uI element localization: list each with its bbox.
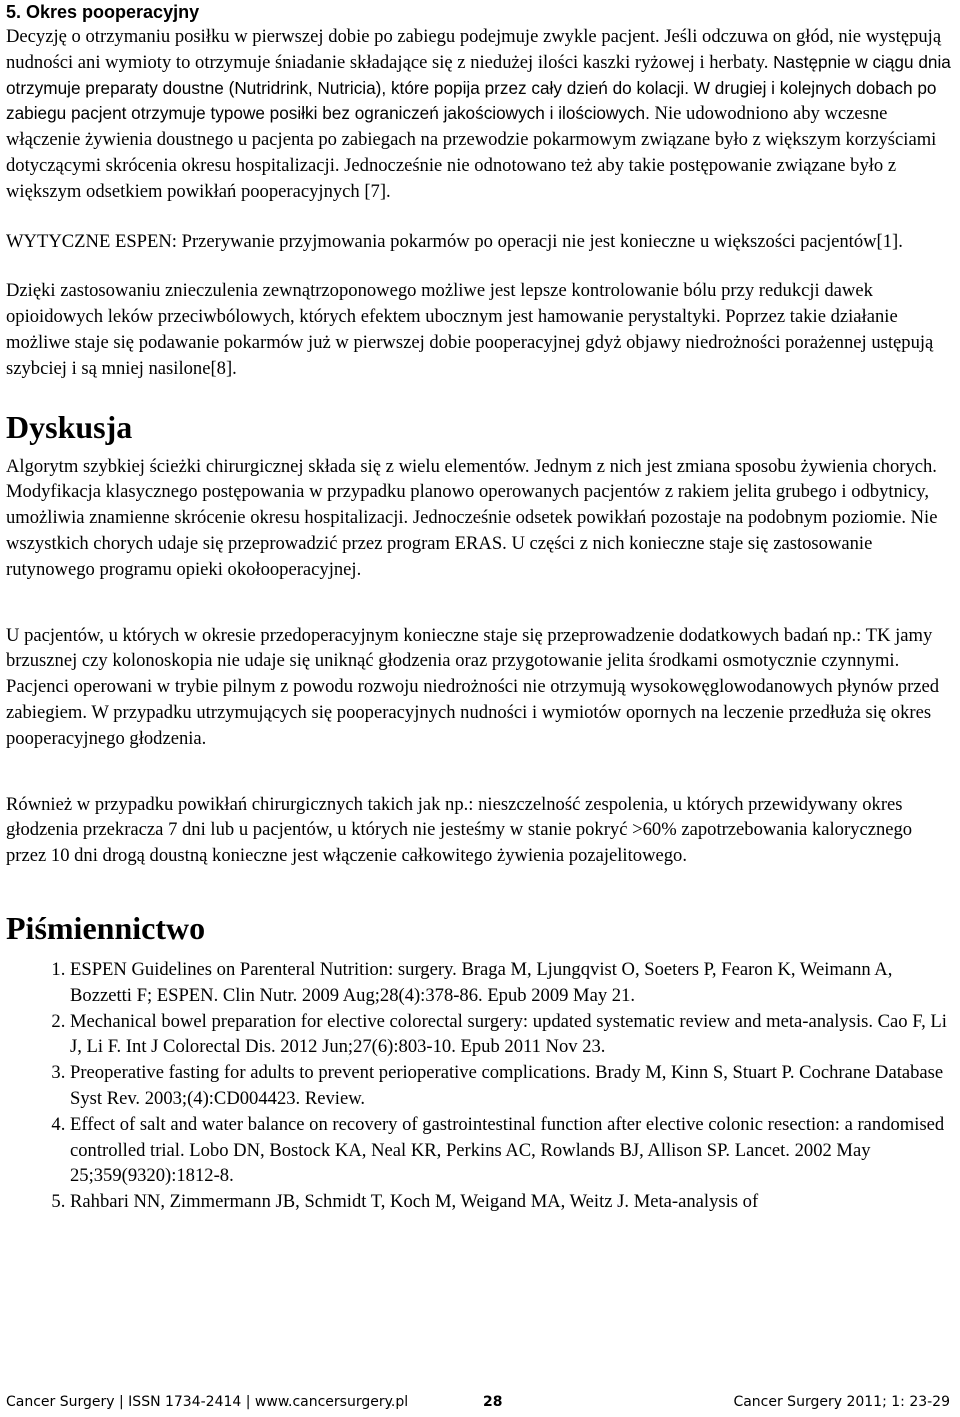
paragraph-discussion-3: Również w przypadku powikłań chirurgicznych takich jak np.: nieszczelność zespolenia, u których przewidywany okres głodzenia przekracza 7 dni lub u pacjentów, u których nie jesteśmy w stanie pokryć >60% zapotrzebowania kalorycznego przez 10 dni drogą doustną konieczne jest włączenie całkowitego żywienia pozajelitowego. <box>6 793 913 867</box>
text-run: Decyzję o otrzymaniu posiłku w pierwszej dobie po zabiegu podejmuje zwykle pacjent. Jeśli odczuwa on głód, nie występują nudności ani wymioty to otrzymuje śniadanie składające się z niedużej ilości kaszki ryżowej i herbaty. <box>6 26 942 73</box>
discussion-heading: Dyskusja <box>6 408 133 445</box>
reference-item: 1. ESPEN Guidelines on Parenteral Nutrition: surgery. Braga M, Ljungqvist O, Soeters P, Fearon K, Weimann A, Bozzetti F; ESPEN. Clin Nutr. 2009 Aug;28(4):378-86. Epub 2009 May 21. <box>70 957 954 1009</box>
document-page <box>6 0 954 1215</box>
paragraph-epidural-anesthesia: Dzięki zastosowaniu znieczulenia zewnątrzoponowego możliwe jest lepsze kontrolowanie bólu przy redukcji dawek opioidowych leków przeciwbólowych, których efektem ubocznym jest hamowanie perystaltyki. Poprzez takie działanie możliwe staje się podawanie pokarmów już w pierwszej dobie pooperacyjnej gdyż objawy niedrożności porażennej ustępują szybciej i są mniej nasilone[8]. <box>6 280 934 379</box>
section-heading-postoperative: 5. Okres pooperacyjny <box>6 2 200 22</box>
reference-item: 5. Rahbari NN, Zimmermann JB, Schmidt T, Koch M, Weigand MA, Weitz J. Meta-analysis of <box>70 1189 954 1215</box>
text-run-sans: Następnie w ciągu dnia otrzymuje preparaty doustne (Nutridrink, Nutricia), które popija przez cały dzień do kolacji. W drugiej i kolejnych dobach po zabiegu pacjent otrzymuje typowe posiłki bez ograniczeń jakościowych i ilościowych. <box>6 51 951 124</box>
reference-list <box>6 957 954 1215</box>
page-number: 28 <box>483 1394 503 1410</box>
references-heading: Piśmiennictwo <box>6 909 206 946</box>
text-run: Nie udowodniono aby wczesne włączenie żywienia doustnego u pacjenta po zabiegach na przewodzie pokarmowym związane było z większym korzyściami dotyczącymi skrócenia okresu hospitalizacji. Jednocześnie nie odnotowano też aby takie postępowanie związane było z większym odsetkiem powikłań pooperacyjnych [7]. <box>6 103 937 202</box>
reference-item: 3. Preoperative fasting for adults to prevent perioperative complications. Brady M, Kinn S, Stuart P. Cochrane Database Syst Rev. 2003;(4):CD004423. Review. <box>70 1060 954 1112</box>
paragraph-discussion-1: Algorytm szybkiej ścieżki chirurgicznej składa się z wielu elementów. Jednym z nich jest zmiana sposobu żywienia chorych. Modyfikacja klasycznego postępowania w przypadku planowo operowanych pacjentów z rakiem jelita grubego i odbytnicy, umożliwia znamienne skrócenie okresu hospitalizacji. Jednocześnie odsetek powikłań pozostaje na podobnym poziomie. Nie wszystkich chorych udaje się przeprowadzić przez program ERAS. U części z nich konieczne staje się zastosowanie rutynowego programu opieki okołooperacyjnej. <box>6 455 938 580</box>
paragraph-espen-guideline: WYTYCZNE ESPEN: Przerywanie przyjmowania pokarmów po operacji nie jest konieczne u większości pacjentów[1]. <box>6 230 903 252</box>
reference-item: 2. Mechanical bowel preparation for elective colorectal surgery: updated systematic review and meta-analysis. Cao F, Li J, Li F. Int J Colorectal Dis. 2012 Jun;27(6):803-10. Epub 2011 Nov 23. <box>70 1009 954 1061</box>
footer-journal-info: Cancer Surgery | ISSN 1734-2414 | www.cancersurgery.pl <box>6 1394 409 1410</box>
footer-citation: Cancer Surgery 2011; 1: 23-29 <box>733 1394 950 1410</box>
paragraph-discussion-2: U pacjentów, u których w okresie przedoperacyjnym konieczne staje się przeprowadzenie dodatkowych badań np.: TK jamy brzusznej czy kolonoskopia nie udaje się uniknąć głodzenia oraz przygotowanie jelita środkami osmotycznie czynnymi. Pacjenci operowani w trybie pilnym z powodu rozwoju niedrożności nie otrzymują wysokowęglowodanowych płynów przed zabiegiem. W przypadku utrzymujących się pooperacyjnych nudności i wymiotów opornych na leczenie przedłuża się okres pooperacyjnego głodzenia. <box>6 624 940 749</box>
paragraph-postoperative-feeding <box>6 24 954 205</box>
reference-item: 4. Effect of salt and water balance on recovery of gastrointestinal function after elective colonic resection: a randomised controlled trial. Lobo DN, Bostock KA, Neal KR, Perkins AC, Rowlands BJ, Allison SP. Lancet. 2002 May 25;359(9320):1812-8. <box>70 1112 954 1189</box>
